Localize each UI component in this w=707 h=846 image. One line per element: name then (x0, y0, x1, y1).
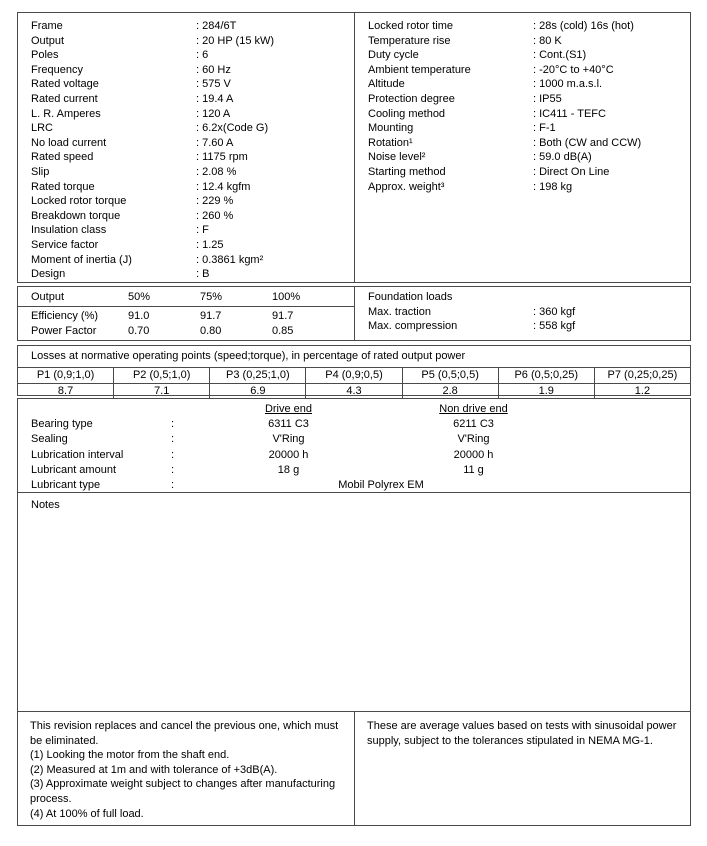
spec-row (31, 223, 346, 238)
spec-row (31, 121, 346, 136)
spec-row (31, 209, 346, 224)
spec-label: Design (31, 268, 66, 281)
spec-label: No load current (31, 136, 107, 149)
losses-column (113, 368, 209, 398)
spec-value: : 80 K (533, 34, 562, 47)
spec-value: : B (196, 268, 210, 281)
spec-label: Rotation¹ (368, 136, 413, 149)
spec-label: Frame (31, 20, 63, 32)
spec-label: Slip (31, 165, 50, 178)
spec-label: Insulation class (31, 224, 107, 237)
footer-remark-line: (1) Looking the motor from the shaft end. (30, 749, 230, 762)
spec-value: : 120 A (196, 107, 231, 120)
spec-label: Output (31, 34, 65, 47)
spec-value: : 1175 rpm (196, 151, 248, 164)
notes-section (17, 492, 691, 712)
spec-value: : 575 V (196, 78, 231, 91)
foundation-row (368, 319, 682, 334)
spec-value: : 19.4 A (196, 92, 234, 105)
spec-value: : 20 HP (15 kW) (196, 34, 275, 47)
spec-label: Rated speed (31, 151, 94, 164)
bearings-drive-end-value: 18 g (277, 463, 300, 476)
spec-label: Mounting (368, 122, 414, 135)
spec-label: Temperature rise (368, 34, 451, 47)
foundation-value: : 360 kgf (533, 305, 576, 318)
performance-cell: 91.0 (128, 310, 150, 322)
spec-value: : 6.2x(Code G) (196, 122, 269, 135)
bearings-row (18, 448, 690, 463)
losses-table (18, 368, 690, 398)
bearings-row-colon: : (171, 433, 175, 446)
bearings-row-label: Bearing type (31, 418, 93, 431)
performance-header-cell: 75% (200, 291, 223, 303)
losses-column (594, 368, 690, 398)
spec-row (31, 180, 346, 195)
spec-label: Locked rotor time (368, 20, 453, 32)
footer-section (17, 711, 691, 826)
spec-row (368, 107, 682, 122)
footer-tolerance-note: These are average values based on tests with sinusoidal power supply, subject to the tolerances stipulated in NEMA MG-1. (367, 720, 677, 747)
performance-section (17, 286, 691, 341)
spec-value: : F (196, 224, 209, 237)
footer-remark-line: (2) Measured at 1m and with tolerance of +3dB(A). (30, 763, 278, 776)
performance-header-cell: 100% (272, 291, 301, 303)
bearings-drive-end-value: V'Ring (272, 433, 305, 446)
lubricant-type-label: Lubricant type (31, 479, 101, 492)
spec-row (368, 63, 682, 78)
losses-column-header: P7 (0,25;0,25) (595, 368, 690, 384)
spec-label: Rated voltage (31, 78, 99, 91)
spec-row (368, 165, 682, 180)
spec-row (368, 19, 682, 34)
foundation-value: : 558 kgf (533, 320, 576, 333)
spec-label: Service factor (31, 238, 99, 251)
bearings-row-colon: : (171, 418, 175, 431)
spec-label: Protection degree (368, 92, 455, 105)
spec-label: Moment of inertia (J) (31, 253, 132, 266)
spec-label: Altitude (368, 78, 405, 91)
spec-row (368, 150, 682, 165)
spec-value: : 0.3861 kgm² (196, 253, 264, 266)
spec-row (368, 136, 682, 151)
spec-value: : 1000 m.a.s.l. (533, 78, 603, 91)
spec-row (31, 34, 346, 49)
specs-right-panel (355, 13, 690, 282)
bearings-header-row (18, 402, 690, 417)
spec-value: : Cont.(S1) (533, 49, 587, 62)
performance-row-label: Power Factor (31, 325, 97, 337)
spec-label: Rated current (31, 92, 98, 105)
spec-value: : 1.25 (196, 238, 224, 251)
specs-section (17, 12, 691, 283)
spec-label: Starting method (368, 165, 446, 178)
losses-column-header: P5 (0,5;0,5) (403, 368, 498, 384)
losses-column (209, 368, 305, 398)
footer-remark-line: (4) At 100% of full load. (30, 807, 144, 820)
foundation-label: Max. traction (368, 305, 431, 318)
spec-label: Noise level² (368, 151, 426, 164)
lubricant-type-row (18, 478, 690, 493)
spec-label: Approx. weight³ (368, 180, 445, 193)
losses-section (17, 345, 691, 396)
lubricant-type-colon: : (171, 479, 175, 492)
footer-remark-line: (3) Approximate weight subject to changes after manufacturing process. (30, 778, 336, 805)
spec-value: : F-1 (533, 122, 556, 135)
spec-label: Rated torque (31, 180, 95, 193)
motor-datasheet (17, 12, 691, 826)
losses-column (402, 368, 498, 398)
losses-column-value: 1.2 (634, 385, 651, 397)
bearings-non-drive-end-value: 11 g (463, 463, 484, 476)
losses-column (498, 368, 594, 398)
bearings-row-label: Sealing (31, 433, 68, 446)
footer-right-remarks (355, 712, 690, 825)
foundation-loads-title: Foundation loads (368, 291, 453, 303)
spec-label: L. R. Amperes (31, 107, 101, 120)
foundation-row (368, 305, 682, 320)
drive-end-header: Drive end (264, 403, 313, 415)
losses-column (305, 368, 401, 398)
performance-header-cell: 50% (128, 291, 151, 303)
losses-column-value: 1.9 (538, 385, 554, 397)
performance-cell: 0.70 (128, 325, 150, 337)
spec-value: : 12.4 kgfm (196, 180, 251, 193)
losses-column-value: 6.9 (250, 385, 266, 397)
spec-value: : -20°C to +40°C (533, 63, 614, 76)
spec-row (31, 19, 346, 34)
bearings-row (18, 432, 690, 447)
performance-cell: 91.7 (272, 310, 294, 322)
foundation-loads-panel (355, 287, 690, 340)
performance-header-row (18, 287, 354, 307)
spec-row (31, 92, 346, 107)
losses-column-header: P2 (0,5;1,0) (114, 368, 209, 384)
spec-row (31, 48, 346, 63)
bearings-drive-end-value: 20000 h (268, 448, 309, 461)
spec-value: : 6 (196, 49, 209, 62)
performance-cell: 91.7 (200, 310, 222, 322)
spec-row (368, 77, 682, 92)
spec-row (368, 48, 682, 63)
losses-column (18, 368, 113, 398)
spec-row (368, 34, 682, 49)
losses-column-header: P1 (0,9;1,0) (18, 368, 113, 384)
bearings-row (18, 417, 690, 432)
bearings-non-drive-end-value: 20000 h (453, 448, 494, 461)
bearings-row-label: Lubricant amount (31, 463, 116, 476)
spec-label: Ambient temperature (368, 63, 471, 76)
spec-value: : 2.08 % (196, 165, 237, 178)
losses-column-value: 2.8 (442, 385, 458, 397)
lubricant-type-value: Mobil Polyrex EM (338, 479, 424, 492)
spec-label: LRC (31, 122, 54, 135)
spec-row (31, 194, 346, 209)
losses-column-value: 7.1 (154, 385, 170, 397)
performance-header-cell: Output (31, 291, 65, 303)
spec-row (368, 180, 682, 195)
spec-value: : 59.0 dB(A) (533, 151, 592, 164)
spec-row (31, 267, 346, 282)
losses-column-header: P4 (0,9;0,5) (306, 368, 401, 384)
spec-row (31, 63, 346, 78)
spec-value: : Direct On Line (533, 165, 610, 178)
foundation-label: Max. compression (368, 320, 458, 333)
spec-value: : 28s (cold) 16s (hot) (533, 20, 634, 32)
spec-label: Breakdown torque (31, 209, 121, 222)
spec-label: Frequency (31, 63, 83, 76)
spec-row (368, 121, 682, 136)
losses-title: Losses at normative operating points (speed;torque), in percentage of rated output power (18, 346, 690, 368)
notes-title: Notes (31, 499, 60, 511)
spec-row (368, 92, 682, 107)
performance-row-label: Efficiency (%) (31, 310, 99, 322)
losses-column-value: 8.7 (57, 385, 74, 397)
spec-label: Cooling method (368, 107, 446, 120)
performance-cell: 0.85 (272, 325, 294, 337)
bearings-row-label: Lubrication interval (31, 448, 124, 461)
bearings-drive-end-value: 6311 C3 (268, 418, 309, 431)
spec-value: : 284/6T (196, 20, 237, 32)
bearings-row-colon: : (171, 448, 175, 461)
spec-label: Duty cycle (368, 49, 419, 62)
spec-row (31, 150, 346, 165)
losses-column-header: P3 (0,25;1,0) (210, 368, 305, 384)
specs-left-panel (18, 13, 355, 282)
spec-value: : 198 kg (533, 180, 573, 193)
spec-row (31, 165, 346, 180)
bearings-row (18, 463, 690, 478)
spec-value: : IP55 (533, 92, 562, 105)
bearings-section (17, 398, 691, 493)
performance-row (18, 309, 354, 324)
spec-row (31, 77, 346, 92)
spec-value: : IC411 - TEFC (533, 107, 606, 120)
footer-left-remarks (18, 712, 355, 825)
footer-remark-line: This revision replaces and cancel the previous one, which must be eliminated. (30, 720, 339, 747)
spec-value: : Both (CW and CCW) (533, 136, 642, 149)
spec-value: : 60 Hz (196, 63, 231, 76)
non-drive-end-header: Non drive end (439, 403, 508, 415)
spec-label: Poles (31, 49, 59, 62)
spec-row (31, 107, 346, 122)
spec-value: : 260 % (196, 209, 234, 222)
spec-value: : 229 % (196, 195, 234, 208)
performance-cell: 0.80 (200, 325, 222, 337)
spec-value: : 7.60 A (196, 136, 234, 149)
losses-column-value: 4.3 (346, 385, 362, 397)
spec-row (31, 238, 346, 253)
bearings-row-colon: : (171, 463, 175, 476)
bearings-non-drive-end-value: V'Ring (457, 433, 490, 446)
performance-row (18, 324, 354, 339)
spec-row (31, 136, 346, 151)
performance-table (18, 287, 355, 340)
losses-column-header: P6 (0,5;0,25) (499, 368, 594, 384)
spec-label: Locked rotor torque (31, 195, 127, 208)
bearings-non-drive-end-value: 6211 C3 (453, 418, 494, 431)
spec-row (31, 253, 346, 268)
